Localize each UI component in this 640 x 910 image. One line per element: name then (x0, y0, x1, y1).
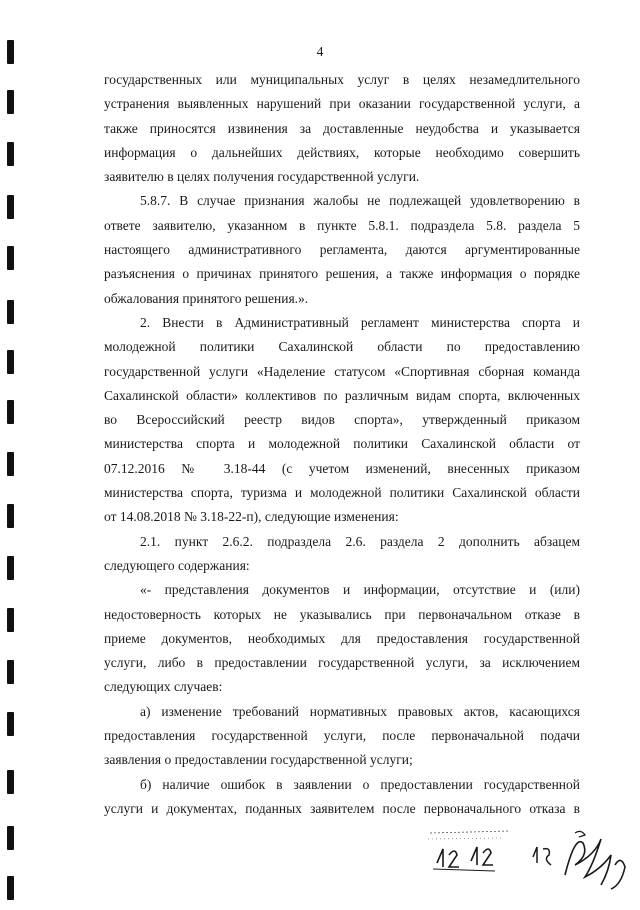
document-body (104, 68, 580, 821)
text-line: также приносятся извинения за доставленные неудобства и указывается (104, 120, 580, 136)
binder-mark (7, 876, 14, 900)
text-line: б) наличие ошибок в заявлении о предоставлении государственной (140, 776, 580, 792)
text-line: молодежной политики Сахалинской области по предоставлению (104, 339, 580, 355)
text-line: приеме документов, необходимых для предоставления государственной (104, 630, 580, 646)
text-line: государственной услуги «Наделение статусом «Спортивная сборная команда (104, 363, 580, 379)
text-line: 07.12.2016 № 3.18-44 (с учетом изменений, внесенных приказом (104, 460, 580, 476)
text-line: а) изменение требований нормативных правовых актов, касающихся (140, 703, 580, 719)
text-line: заявителю в целях получения государственной услуги. (104, 169, 420, 185)
binder-mark (7, 660, 14, 684)
text-line: «- представления документов и информации, отсутствие и (или) (140, 582, 580, 598)
text-line: обжалования принятого решения.». (104, 290, 309, 306)
page-number: 4 (316, 44, 324, 59)
binder-mark (7, 504, 14, 528)
text-line: недостоверность которых не указывались при первоначальном отказе в (104, 606, 580, 622)
text-line: 5.8.7. В случае признания жалобы не подлежащей удовлетворению в (140, 193, 580, 209)
binder-mark (7, 400, 14, 424)
binder-marks (0, 0, 20, 905)
binder-mark (7, 556, 14, 580)
text-line: министерства спорта, туризма и молодежной политики Сахалинской области (104, 485, 580, 501)
binder-mark (7, 142, 14, 166)
text-line: следующего содержания: (104, 557, 250, 573)
text-line: министерства спорта и молодежной политики Сахалинской области от (104, 436, 580, 452)
binder-mark (7, 300, 14, 324)
text-line: во Всероссийский реестр видов спорта», утвержденный приказом (104, 412, 580, 428)
binder-mark (7, 350, 14, 374)
text-line: разъяснения о причинах принятого решения, а также информация о порядке (104, 266, 580, 282)
text-line: услуги, либо в предоставлении государственной услуги, за исключением (104, 655, 580, 671)
binder-mark (7, 452, 14, 476)
binder-mark (7, 770, 14, 794)
binder-mark (7, 608, 14, 632)
text-line: предоставления государственной услуги, после первоначальной подачи (104, 728, 580, 744)
binder-mark (7, 195, 14, 219)
text-line: услуги и документах, поданных заявителем после первоначального отказа в (104, 800, 580, 816)
text-line: 2. Внести в Административный регламент министерства спорта и (140, 314, 580, 330)
handwritten-signature (425, 825, 640, 905)
binder-mark (7, 246, 14, 270)
signature-scribble (425, 825, 640, 905)
text-line: заявления о предоставлении государственной услуги; (104, 752, 413, 768)
text-line: ответе заявителю, указанном в пункте 5.8.1. подраздела 5.8. раздела 5 (104, 217, 580, 233)
text-line: Сахалинской области» коллективов по различным видам спорта, включенных (104, 387, 580, 403)
binder-mark (7, 712, 14, 736)
text-line: следующих случаев: (104, 679, 223, 695)
text-line: устранения выявленных нарушений при оказании государственной услуги, а (104, 96, 580, 112)
binder-mark (7, 826, 14, 850)
text-line: государственных или муниципальных услуг в целях незамедлительного (104, 72, 580, 87)
binder-mark (7, 90, 14, 114)
text-line: настоящего административного регламента, даются аргументированные (104, 242, 580, 258)
text-line: информация о дальнейших действиях, которые необходимо совершить (104, 144, 580, 160)
text-line: от 14.08.2018 № 3.18-22-п), следующие изменения: (104, 509, 399, 525)
text-line: 2.1. пункт 2.6.2. подраздела 2.6. раздела 2 дополнить абзацем (140, 533, 580, 549)
